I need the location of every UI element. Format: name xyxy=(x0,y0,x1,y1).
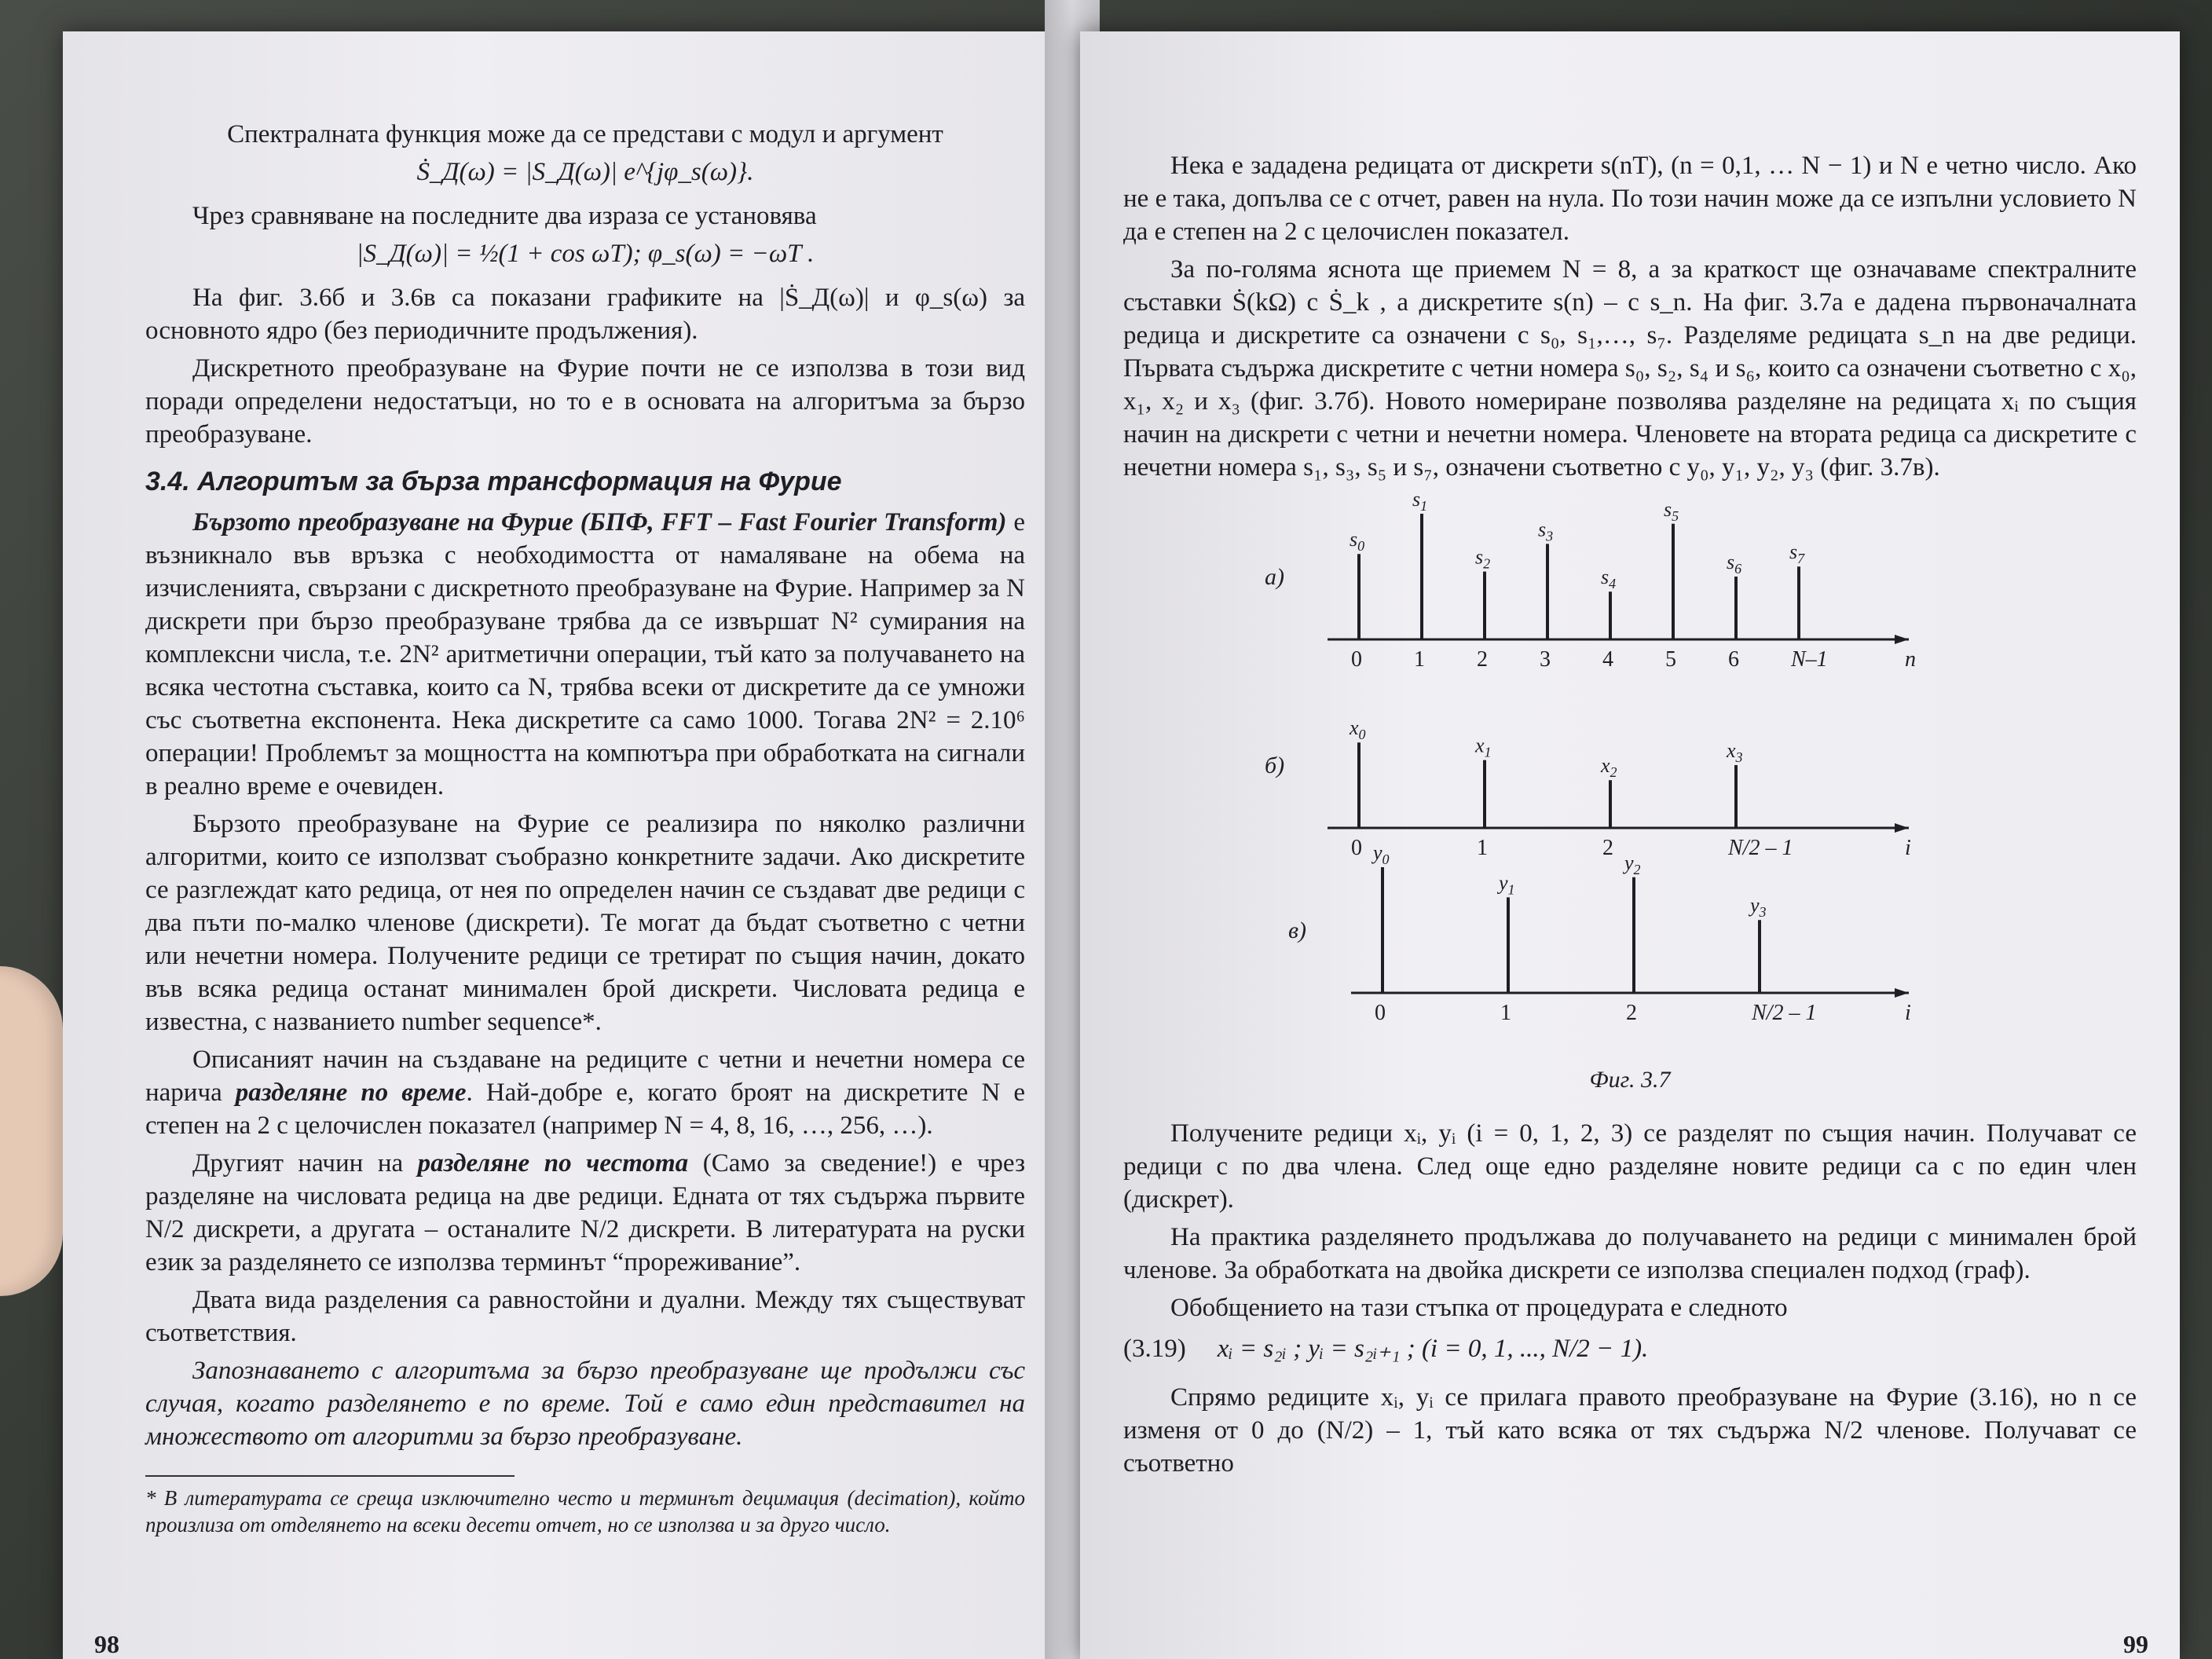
paragraph-text: Описаният начин на създаване на редиците с четни и нечетни номера се нарича xyxy=(145,1046,1025,1107)
axis-variable: i xyxy=(1905,836,1911,860)
sample-label: $s_0$ xyxy=(1350,528,1365,555)
tick-label: 1 xyxy=(1500,1001,1511,1025)
tick-label: 2 xyxy=(1626,1001,1637,1025)
thumb xyxy=(0,966,63,1296)
panel-label: б) xyxy=(1265,753,1285,778)
panel-label: в) xyxy=(1288,917,1307,943)
tick-label: 5 xyxy=(1665,647,1676,672)
sample-label: $s_7$ xyxy=(1789,540,1805,567)
paragraph: На практика разделянето продължава до получаването на редици с минимален брой членове. За обработката на двойка дискрети се използва специален подход (граф). xyxy=(1123,1223,2137,1284)
formula: |S_Д(ω)| = ½(1 + cos ωT); φ_s(ω) = −ωT . xyxy=(356,240,815,268)
sample-label: $y_0$ xyxy=(1373,841,1390,867)
paragraph-text: е възникнало във връзка с необходимостта от намаляване на обема на изчисленията, свързани с дискретното преобразуване на Фурие. Например за N дискрети при бързо преобразуване трябва да се извършат N² сумирания на комплексни числа, т.е. 2N² аритметични операции, тъй като за получаването на всяка честотна съставка, които са N, трябва всеки от дискретите да се умножи със съответна експонента. Нека дискретите са само 1000. Тогава 2N² = 2.10⁶ операции! Проблемът за мощността на компютъра при обработката на сигнали в реално време е очевиден. xyxy=(145,508,1025,800)
tick-label: 2 xyxy=(1602,836,1613,860)
tick-label: 2 xyxy=(1477,647,1488,672)
paragraph-text: (Само за сведение!) е чрез разделяне на числовата редица на две редици. Едната от тях съдържа първите N/2 дискрети, а другата – останалите N/2 дискрети. В литературата на руски език за разделянето се използва терминът “прореживание”. xyxy=(145,1149,1025,1276)
sample-label: $x_2$ xyxy=(1601,754,1617,781)
tick-label: 3 xyxy=(1540,647,1551,672)
sample-label: $s_5$ xyxy=(1664,497,1679,524)
section-heading: 3.4. Алгоритъм за бърза трансформация на Фурие xyxy=(145,467,842,496)
paragraph xyxy=(145,506,1025,803)
equation-3-19 xyxy=(1123,1332,2137,1365)
axis-arrow xyxy=(1895,988,1909,998)
axis-variable: i xyxy=(1905,1001,1911,1025)
paragraph: Получените редици xᵢ, yᵢ (i = 0, 1, 2, 3) се разделят по същия начин. Получават се редици с по два члена. След още едно разделяне новите редици са с по един член (дискрет). xyxy=(1123,1119,2137,1214)
left-text-column xyxy=(145,118,1025,1543)
equation-number: (3.19) xyxy=(1123,1335,1186,1363)
tick-label: 0 xyxy=(1351,647,1362,672)
bold-term: Бързото преобразуване на Фурие (БПФ, FFT – Fast Fourier Transform) xyxy=(192,508,1007,537)
tick-label: N/2 – 1 xyxy=(1728,836,1793,860)
axis-variable: n xyxy=(1905,647,1916,672)
figure-caption: Фиг. 3.7 xyxy=(1589,1067,1671,1093)
paragraph: Нека е зададена редицата от дискрети s(nT), (n = 0,1, … N − 1) и N е четно число. Ако не е така, допълва се с отчет, равен на нула. По този начин може да се изпълни условието N да е степен на 2 с целочислен показател. xyxy=(1123,152,2137,246)
paragraph-text: . Най-добре е, когато броят на дискретите N е степен на 2 с целочислен показател (например N = 4, 8, 16, …, 256, …). xyxy=(145,1079,1025,1140)
paragraph: За по-голяма яснота ще приемем N = 8, а за краткост ще означаваме спектралните съставки Ṡ(kΩ) с Ṡ_k , а дискретите s(n) – с s_n. На фиг. 3.7а е дадена първоначалната редица и дискретите са означени с s₀, s₁,…, s₇. Разделяме редицата s_n на две редици. Първата съдържа дискретите с четни номера s₀, s₂, s₄ и s₆, които са означени съответно с x₀, x₁, x₂ и x₃ (фиг. 3.7б). Новото номериране позволява разделяне на редицата xᵢ по същия начин на дискрети с четни и нечетни номера. Членовете на втората редица са дискретите с нечетни номера s₁, s₃, s₅ и s₇, означени съответно с y₀, y₁, y₂, y₃ (фиг. 3.7в). xyxy=(1123,255,2137,482)
tick-label: N/2 – 1 xyxy=(1752,1001,1817,1025)
paragraph xyxy=(145,1043,1025,1142)
sample-label: $y_2$ xyxy=(1624,851,1641,877)
paragraph xyxy=(145,1147,1025,1279)
sample-label: $s_3$ xyxy=(1538,518,1554,544)
bold-term: разделяне по честота xyxy=(417,1149,689,1177)
right-page xyxy=(1080,31,2180,1659)
sample-label: $s_1$ xyxy=(1412,490,1428,514)
footnote: * В литературата се среща изключително често и терминът децимация (decimation), който произлиза от отделянето на всеки десети отчет, но се използва и за друго число. xyxy=(145,1486,1025,1536)
right-text-column xyxy=(1123,149,2137,1485)
paragraph-text: Другият начин на xyxy=(192,1149,418,1177)
page-number: 99 xyxy=(2123,1630,2148,1658)
paragraph: Обобщението на тази стъпка от процедурата е следното xyxy=(1170,1294,1788,1322)
page-number: 98 xyxy=(94,1630,119,1658)
paragraph: На фиг. 3.6б и 3.6в са показани графиките на |Ṡ_Д(ω)| и φ_s(ω) за основното ядро (без периодичните продължения). xyxy=(145,284,1025,345)
tick-label: 1 xyxy=(1414,647,1425,672)
paragraph: Бързото преобразуване на Фурие се реализира по няколко различни алгоритми, които се използват съобразно конкретните задачи. Ако дискретите се разглеждат като редица, от нея по определен начин се създават две редици с два пъти по-малко членове (дискрети). Те могат да бъдат съответно с четни или нечетни номера. Получените редици се третират по същия начин, докато във всяка редица останат минимален брой дискрети. Числовата редица е известна, с названието number sequence*. xyxy=(145,810,1025,1036)
paragraph: Двата вида разделения са равностойни и дуални. Между тях съществуват съответствия. xyxy=(145,1286,1025,1347)
sample-label: $x_3$ xyxy=(1727,739,1743,765)
axis-arrow xyxy=(1895,635,1909,644)
paragraph: Спрямо редиците xᵢ, yᵢ се прилага правото преобразуване на Фурие (3.16), но n се изменя от 0 до (N/2) – 1, тъй като всяка от тях съдържа N/2 членове. Получават се съответно xyxy=(1123,1383,2137,1478)
sample-label: $s_6$ xyxy=(1727,551,1742,577)
tick-label: 4 xyxy=(1602,647,1613,672)
figure-3-7-stem-plots xyxy=(1123,490,2137,1056)
tick-label: 0 xyxy=(1375,1001,1386,1025)
sample-label: $x_1$ xyxy=(1475,734,1492,760)
left-page xyxy=(63,31,1076,1659)
sample-label: $s_2$ xyxy=(1475,545,1491,572)
panel-label: а) xyxy=(1265,564,1284,590)
tick-label: 0 xyxy=(1351,836,1362,860)
bold-term: разделяне по време xyxy=(235,1079,467,1107)
equation-body: xᵢ = s₂ᵢ ; yᵢ = s₂ᵢ₊₁ ; (i = 0, 1, ..., N/2 − 1). xyxy=(1217,1335,1649,1363)
sample-label: $y_3$ xyxy=(1750,894,1767,921)
tick-label: N–1 xyxy=(1791,647,1828,672)
paragraph: Запознаването с алгоритъма за бързо преобразуване ще продължи със случая, когато разделянето е по време. Той е само един представител на множеството от алгоритми за бързо преобразуване. xyxy=(145,1357,1025,1451)
formula: Ṡ_Д(ω) = |S_Д(ω)| e^{jφ_s(ω)}. xyxy=(416,158,754,186)
sample-label: $x_0$ xyxy=(1350,716,1366,743)
sample-label: $s_4$ xyxy=(1601,566,1617,592)
axis-arrow xyxy=(1895,823,1909,833)
paragraph: Дискретното преобразуване на Фурие почти не се използва в този вид поради определени недостатъци, но то е в основата на алгоритъма за бързо преобразуване. xyxy=(145,354,1025,449)
tick-label: 1 xyxy=(1477,836,1488,860)
footnote-rule xyxy=(145,1475,515,1477)
paragraph: Чрез сравняване на последните два израза се установява xyxy=(192,202,817,230)
sample-label: $y_1$ xyxy=(1499,871,1515,898)
paragraph: Спектралната функция може да се представи с модул и аргумент xyxy=(227,120,943,148)
tick-label: 6 xyxy=(1728,647,1739,672)
